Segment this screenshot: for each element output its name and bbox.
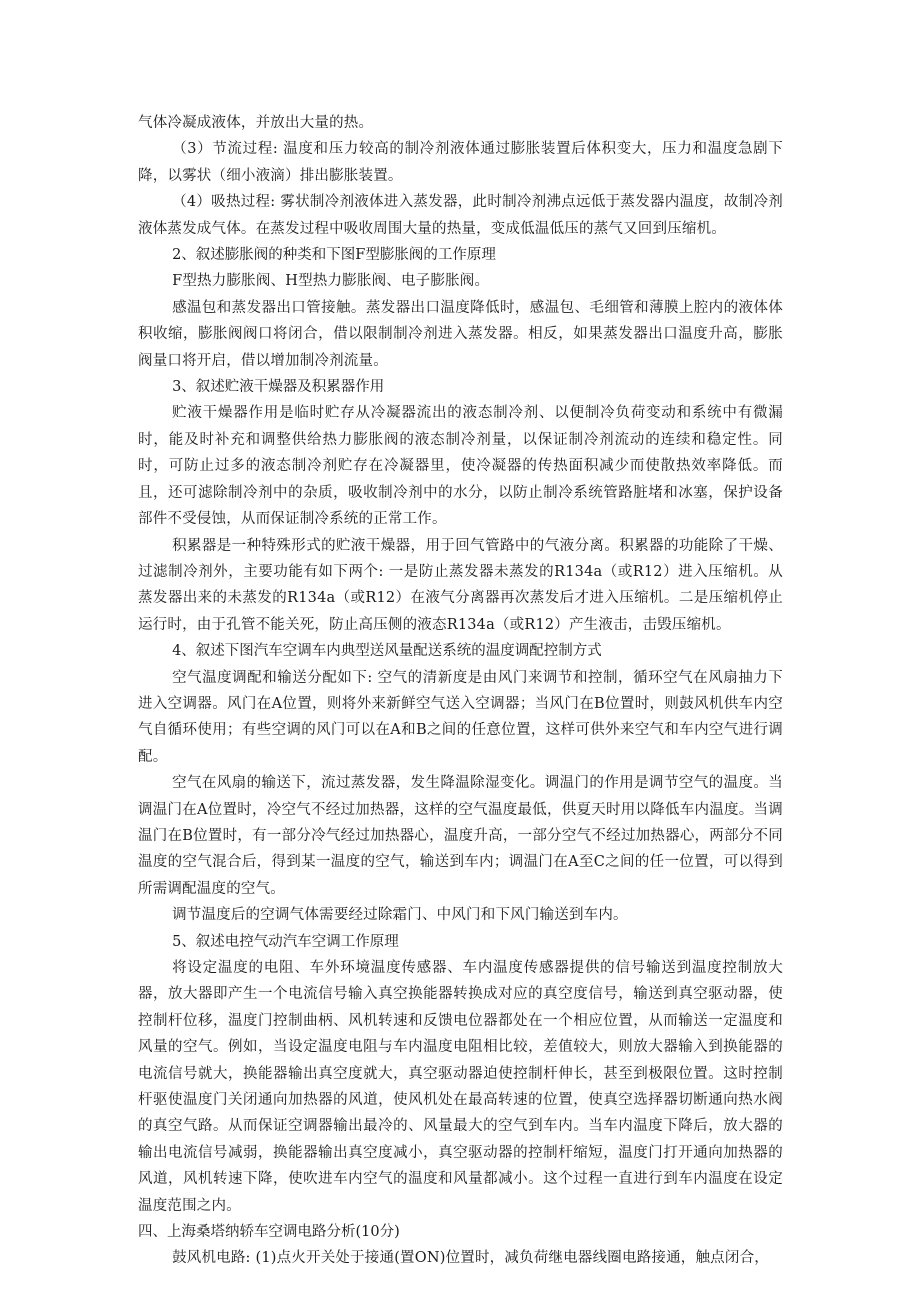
paragraph-continuation: 气体冷凝成液体，并放出大量的热。: [138, 115, 374, 131]
paragraph-heat-absorption-process: （4）吸热过程: 雾状制冷剂液体进入蒸发器，此时制冷剂沸点远低于蒸发器内温度，故制冷剂液体蒸发成气体。在蒸发过程中吸收周围大量的热量，变成低温低压的蒸气又回到压缩机。: [138, 194, 783, 237]
paragraph-air-doors: 空气温度调配和输送分配如下: 空气的清新度是由风门来调节和控制，循环空气在风扇抽力下进入空调器。风门在A位置，则将外来新鲜空气送入空调器；当风门在B位置时，则鼓风机供车内空气自循环使用；有些空调的风门可以在A和B之间的任意位置，这样可供外来空气和车内空气进行调配。: [138, 669, 783, 765]
paragraph-accumulator-function: 积累器是一种特殊形式的贮液干燥器，用于回气管路中的气液分离。积累器的功能除了干燥、过滤制冷剂外，主要功能有如下两个: 一是防止蒸发器未蒸发的R134a（或R12）进入压缩机。从蒸发器出来的未蒸发的R134a（或R12）在液气分离器再次蒸发后才进入压缩机。二是压缩机停止运行时，由于孔管不能关死，防止高压侧的液态R134a（或R12）产生液击，击毁压缩机。: [138, 537, 783, 633]
paragraph-air-outlets: 调节温度后的空调气体需要经过除霜门、中风门和下风门输送到车内。: [172, 907, 628, 924]
question-heading-air-distribution: 4、叙述下图汽车空调车内典型送风量配送系统的温度调配控制方式: [172, 643, 602, 660]
paragraph-electro-pneumatic-principle: 将设定温度的电阻、车外环境温度传感器、车内温度传感器提供的信号输送到温度控制放大器，放大器即产生一个电流信号输入真空换能器转换成对应的真空度信号，输送到真空驱动器，使控制杆位移，温度门控制曲柄、风机转速和反馈电位器都处在一个相应位置，从而输送一定温度和风量的空气。例如，当设定温度电阻与车内温度电阻相比较，差值较大，则放大器输入到换能器的电流信号就大，换能器输出真空度就大，真空驱动器迫使控制杆伸长，甚至到极限位置。这时控制杆驱使温度门关闭通向加热器的风道，使风机处在最高转速的位置，使真空选择器切断通向热水阀的真空气路。从而保证空调器输出最冷的、风量最大的空气到车内。当车内温度下降后，放大器的输出电流信号减弱，换能器输出真空度减小，真空驱动器的控制杆缩短，温度门打开通向加热器的风道，风机转速下降，使吹进车内空气的温度和风量都减小。这个过程一直进行到车内温度在设定温度范围之内。: [138, 960, 783, 1214]
paragraph-throttling-process: （3）节流过程: 温度和压力较高的制冷剂液体通过膨胀装置后体积变大，压力和温度急剧下降，以雾状（细小液滴）排出膨胀装置。: [138, 141, 783, 184]
question-heading-receiver-drier: 3、叙述贮液干燥器及积累器作用: [172, 379, 385, 396]
paragraph-blower-circuit: 鼓风机电路: (1)点火开关处于接通(置ON)位置时，减负荷继电器线圈电路接通，触点闭合，: [172, 1250, 769, 1267]
question-heading-electro-pneumatic: 5、叙述电控气动汽车空调工作原理: [172, 933, 399, 950]
question-heading-expansion-valve: 2、叙述膨胀阀的种类和下图F型膨胀阀的工作原理: [172, 247, 496, 264]
paragraph-valve-principle: 感温包和蒸发器出口管接触。蒸发器出口温度降低时，感温包、毛细管和薄膜上腔内的液体体积收缩，膨胀阀阀口将闭合，借以限制制冷剂进入蒸发器。相反，如果蒸发器出口温度升高，膨胀阀量口将开启，借以增加制冷剂流量。: [138, 299, 783, 369]
paragraph-receiver-drier-function: 贮液干燥器作用是临时贮存从冷凝器流出的液态制冷剂、以便制冷负荷变动和系统中有微漏时，能及时补充和调整供给热力膨胀阀的液态制冷剂量，以保证制冷剂流动的连续和稳定性。同时，可防止过多的液态制冷剂贮存在冷凝器里，使冷凝器的传热面积减少而使散热效率降低。而且，还可滤除制冷剂中的杂质，吸收制冷剂中的水分，以防止制冷系统管路脏堵和冰塞，保护设备部件不受侵蚀，从而保证制冷系统的正常工作。: [138, 405, 783, 528]
section-heading-santana-circuit: 四、上海桑塔纳轿车空调电路分析(10分): [138, 1224, 400, 1241]
paragraph-temperature-door: 空气在风扇的输送下，流过蒸发器，发生降温除湿变化。调温门的作用是调节空气的温度。当调温门在A位置时，冷空气不经过加热器，这样的空气温度最低，供夏天时用以降低车内温度。当调温门在B位置时，有一部分冷气经过加热器心，温度升高，一部分空气不经过加热器心，两部分不同温度的空气混合后，得到某一温度的空气，输送到车内；调温门在A至C之间的任一位置，可以得到所需调配温度的空气。: [138, 775, 783, 897]
paragraph-valve-types: F型热力膨胀阀、H型热力膨胀阀、电子膨胀阀。: [172, 273, 490, 290]
document-page: [138, 110, 783, 1272]
